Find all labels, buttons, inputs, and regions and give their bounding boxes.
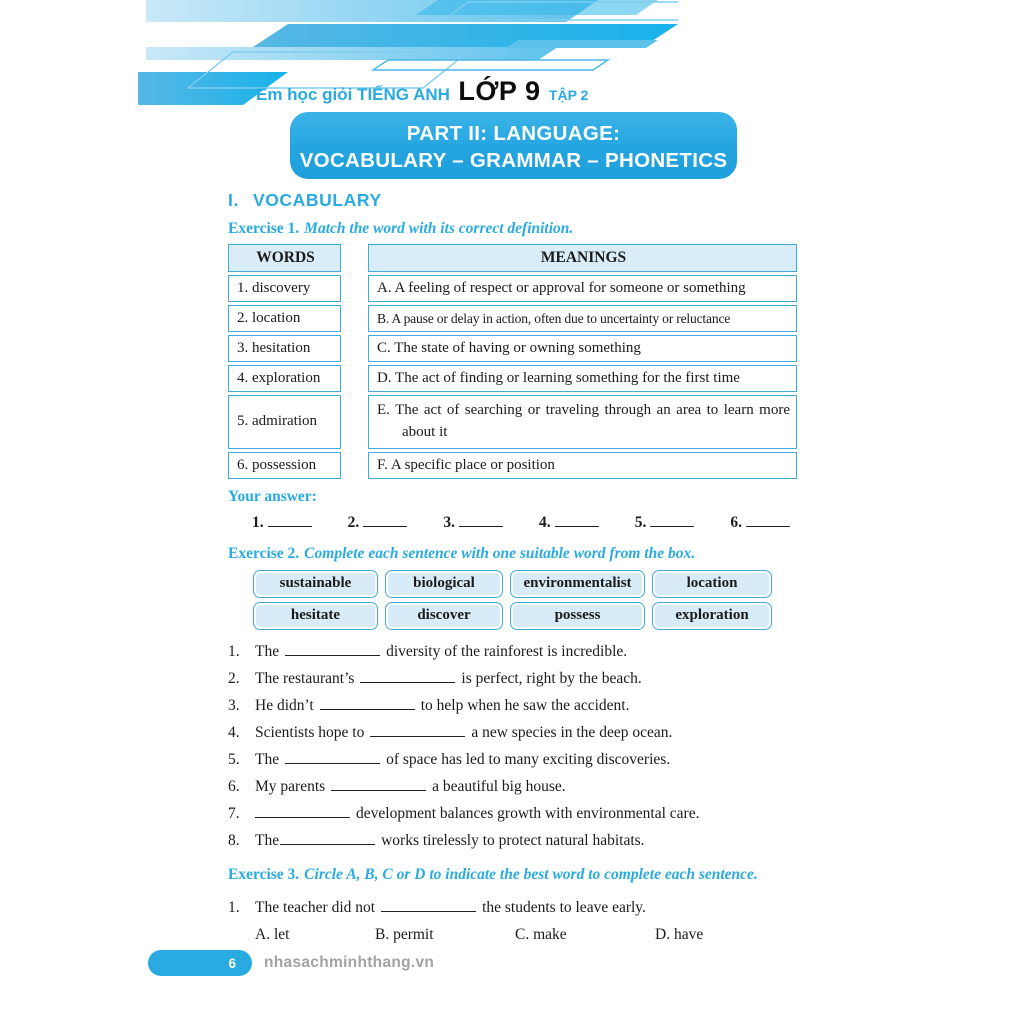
answer-blank-line[interactable] [363, 514, 407, 527]
exercise3-heading [228, 866, 800, 884]
fill-blank[interactable] [381, 899, 476, 912]
part-banner [290, 112, 737, 179]
meaning-cell-e: E. The act of searching or traveling through an area to learn more about it [368, 395, 797, 449]
word-cell-6: 6. possession [228, 452, 341, 479]
meaning-cell-a: A. A feeling of respect or approval for someone or something [368, 275, 797, 302]
book-title-prefix: Em học giỏi TIẾNG ANH [256, 85, 450, 104]
exercise1-instruction: Match the word with its correct definition. [304, 220, 574, 237]
exercise2-instruction: Complete each sentence with one suitable word from the box. [304, 544, 696, 562]
part-banner-line1: PART II: LANGUAGE: [406, 122, 621, 145]
answer-blank-line[interactable] [555, 514, 599, 527]
answer-blank-3[interactable]: 3. [443, 514, 503, 532]
answer-blank-line[interactable] [459, 514, 503, 527]
word-chip-possess: possess [510, 602, 645, 630]
fill-blank[interactable] [255, 805, 350, 818]
sentence-3: 3. He didn’t to help when he saw the accident. [228, 696, 630, 714]
part-banner-line2: VOCABULARY – GRAMMAR – PHONETICS [299, 148, 728, 172]
meaning-cell-b: B. A pause or delay in action, often due to uncertainty or reluctance [368, 305, 797, 332]
meanings-header-cell: MEANINGS [368, 244, 797, 272]
sentence-7: 7. development balances growth with environmental care. [228, 804, 700, 822]
fill-blank[interactable] [331, 778, 426, 791]
book-title-grade: LỚP 9 [458, 76, 541, 106]
matching-table [228, 244, 800, 479]
word-cell-3: 3. hesitation [228, 335, 341, 362]
answer-blank-5[interactable]: 5. [635, 514, 695, 532]
section-title: VOCABULARY [252, 190, 382, 210]
fill-blank[interactable] [370, 724, 465, 737]
exercise3-q1-options [228, 921, 800, 948]
section-number: I. [228, 190, 239, 210]
exercise1-heading [228, 220, 800, 238]
sentence-8: 8. The works tirelessly to protect natural habitats. [228, 831, 645, 849]
option-a[interactable]: A. let [255, 925, 290, 943]
exercise2-label: Exercise 2. [228, 544, 300, 562]
word-cell-4: 4. exploration [228, 365, 341, 392]
answer-blank-4[interactable]: 4. [539, 514, 599, 532]
book-title [256, 76, 736, 107]
book-title-volume: TẬP 2 [548, 87, 589, 103]
word-box [253, 570, 800, 630]
exercise3-q1-sentence: 1. The teacher did not the students to leave early. [228, 898, 646, 916]
meaning-cell-c: C. The state of having or owning something [368, 335, 797, 362]
words-header-cell: WORDS [228, 244, 341, 272]
exercise3-label: Exercise 3. [228, 865, 300, 883]
word-chip-discover: discover [385, 602, 503, 630]
sentence-2: 2. The restaurant’s is perfect, right by the beach. [228, 669, 642, 687]
fill-blank[interactable] [360, 670, 455, 683]
option-c[interactable]: C. make [515, 925, 567, 943]
answer-blank-1[interactable]: 1. [252, 514, 312, 532]
answer-blank-line[interactable] [650, 514, 694, 527]
your-answer-label: Your answer: [228, 487, 317, 505]
word-chip-environmentalist: environmentalist [510, 570, 645, 598]
answer-blank-2[interactable]: 2. [348, 514, 408, 532]
page-number-badge [148, 950, 252, 976]
publisher-website: nhasachminhthang.vn [264, 954, 435, 971]
answer-blanks-row [228, 514, 800, 532]
option-b[interactable]: B. permit [375, 925, 434, 943]
sentence-4: 4. Scientists hope to a new species in the deep ocean. [228, 723, 673, 741]
page-content [228, 190, 800, 948]
exercise2-heading [228, 545, 800, 563]
exercise2-sentences [228, 638, 800, 854]
sentence-6: 6. My parents a beautiful big house. [228, 777, 566, 795]
page-footer [148, 950, 434, 976]
exercise3-instruction: Circle A, B, C or D to indicate the best word to complete each sentence. [304, 865, 758, 883]
sentence-5: 5. The of space has led to many exciting discoveries. [228, 750, 671, 768]
meaning-cell-f: F. A specific place or position [368, 452, 797, 479]
fill-blank[interactable] [285, 751, 380, 764]
meaning-cell-d: D. The act of finding or learning something for the first time [368, 365, 797, 392]
word-cell-1: 1. discovery [228, 275, 341, 302]
word-cell-5: 5. admiration [228, 395, 341, 449]
sentence-1: 1. The diversity of the rainforest is incredible. [228, 642, 628, 660]
word-chip-location: location [652, 570, 772, 598]
exercise3-question-1 [228, 894, 800, 948]
word-chip-exploration: exploration [652, 602, 772, 630]
option-d[interactable]: D. have [655, 925, 704, 943]
answer-blank-6[interactable]: 6. [730, 514, 790, 532]
exercise1-label: Exercise 1. [228, 220, 300, 237]
answer-blank-line[interactable] [746, 514, 790, 527]
section-heading [228, 190, 800, 211]
word-chip-sustainable: sustainable [253, 570, 378, 598]
answer-blank-line[interactable] [268, 514, 312, 527]
word-cell-2: 2. location [228, 305, 341, 332]
fill-blank[interactable] [280, 832, 375, 845]
word-chip-hesitate: hesitate [253, 602, 378, 630]
fill-blank[interactable] [320, 697, 415, 710]
word-chip-biological: biological [385, 570, 503, 598]
page-number: 6 [228, 955, 236, 971]
fill-blank[interactable] [285, 643, 380, 656]
